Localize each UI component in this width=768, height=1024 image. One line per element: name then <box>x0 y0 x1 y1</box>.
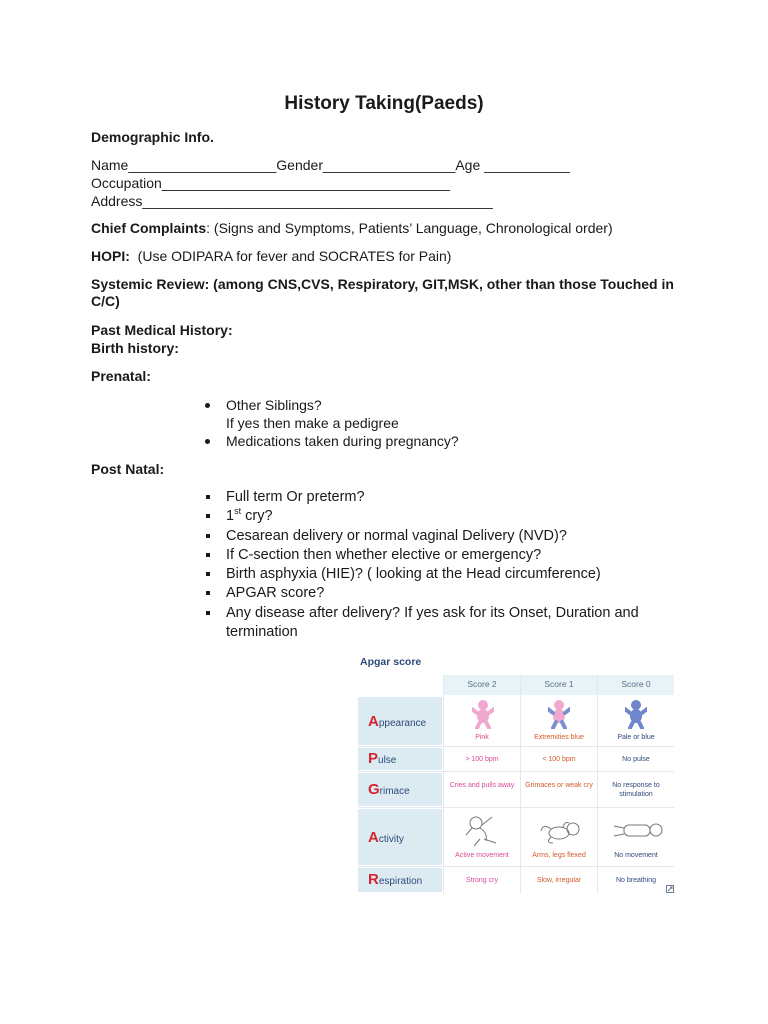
list-item-subtext: If yes then make a pedigree <box>226 415 399 431</box>
superscript: st <box>234 506 242 517</box>
apgar-cell-score0: No response to stimulation <box>612 782 660 798</box>
apgar-initial: A <box>368 829 379 846</box>
list-item <box>205 584 665 603</box>
apgar-label-rest: ulse <box>378 755 397 766</box>
post-natal-list <box>205 488 665 642</box>
page-title: History Taking(Paeds) <box>284 93 484 114</box>
baby-blue-extremities-icon <box>548 699 570 729</box>
hopi-label: HOPI: <box>91 248 130 264</box>
apgar-cell-score0: No breathing <box>615 877 657 884</box>
apgar-row-label <box>368 781 410 798</box>
chief-complaints-text: : (Signs and Symptoms, Patients’ Language, Chronological order) <box>206 220 613 236</box>
hopi <box>91 248 451 265</box>
divider <box>358 866 674 867</box>
demographic-heading: Demographic Info. <box>91 129 214 145</box>
list-item-text: Birth asphyxia (HIE)? ( looking at the Head circumference) <box>226 566 601 583</box>
list-item <box>205 432 459 450</box>
apgar-header-score0: Score 0 <box>621 679 651 689</box>
apgar-cell-score2: Strong cry <box>466 877 498 884</box>
apgar-header-score2: Score 2 <box>467 679 497 689</box>
list-item <box>205 527 665 546</box>
expand-icon[interactable] <box>666 885 674 893</box>
apgar-cell-score2: Cries and pulls away <box>449 782 515 789</box>
apgar-cell-score2: Active movement <box>455 852 509 859</box>
apgar-row-label <box>368 713 426 730</box>
apgar-cell-score0: No pulse <box>622 756 650 763</box>
divider <box>358 807 674 808</box>
apgar-label-rest: ppearance <box>378 718 427 729</box>
apgar-cell-score0: No movement <box>614 852 658 859</box>
demographic-line-address: Address_____________________________________________ <box>91 193 493 209</box>
list-item-text: Medications taken during pregnancy? <box>226 433 459 449</box>
apgar-row-label <box>368 829 404 846</box>
list-item <box>205 604 665 643</box>
apgar-row-grimace <box>358 773 674 806</box>
apgar-initial: R <box>368 871 379 888</box>
divider <box>358 746 674 747</box>
list-item <box>205 546 665 565</box>
bullet-icon <box>206 534 210 538</box>
list-item-text: cry? <box>241 508 273 525</box>
apgar-row-label <box>368 750 396 767</box>
apgar-cell-score1: Extremities blue <box>534 734 584 741</box>
list-item <box>205 396 459 432</box>
birth-history-heading: Birth history: <box>91 340 179 356</box>
apgar-initial: A <box>368 713 379 730</box>
apgar-cell-score0: Pale or blue <box>617 734 655 741</box>
prenatal-heading: Prenatal: <box>91 368 151 384</box>
divider <box>358 771 674 772</box>
baby-active-movement-icon <box>462 813 502 847</box>
systemic-review: Systemic Review: (among CNS,CVS, Respiratory, GIT,MSK, other than those Touched in C/C) <box>91 276 674 309</box>
baby-flexed-limbs-icon <box>537 817 583 845</box>
apgar-cell-score2: > 100 bpm <box>465 756 499 763</box>
list-item-text: APGAR score? <box>226 585 325 602</box>
apgar-header-score1: Score 1 <box>544 679 574 689</box>
apgar-initial: P <box>368 750 379 767</box>
list-item-text: Cesarean delivery or normal vaginal Delivery (NVD)? <box>226 527 567 544</box>
apgar-row-activity <box>358 809 674 865</box>
apgar-initial: G <box>368 781 380 798</box>
list-item <box>205 488 665 507</box>
apgar-cell-score2: Pink <box>475 734 489 741</box>
list-item-text: Other Siblings? <box>226 397 322 413</box>
prenatal-list <box>205 396 459 450</box>
chief-complaints-label: Chief Complaints <box>91 220 207 236</box>
hopi-text: (Use ODIPARA for fever and SOCRATES for Pain) <box>129 248 452 264</box>
apgar-cell-score1: < 100 bpm <box>542 756 576 763</box>
apgar-label-rest: rimace <box>379 786 410 797</box>
list-item <box>205 565 665 584</box>
baby-pale-blue-icon <box>625 699 647 729</box>
apgar-cell-score1: Slow, irregular <box>536 877 582 884</box>
baby-no-movement-icon <box>612 821 664 841</box>
apgar-cell-score1: Grimaces or weak cry <box>525 782 593 789</box>
apgar-row-pulse <box>358 748 674 770</box>
bullet-icon <box>205 439 210 444</box>
past-medical-history-heading: Past Medical History: <box>91 322 233 338</box>
list-item-text: Full term Or preterm? <box>226 489 365 505</box>
apgar-title: Apgar score <box>360 656 422 668</box>
list-item-text: 1 <box>226 508 235 525</box>
apgar-row-label <box>368 871 422 888</box>
apgar-label-rest: ctivity <box>378 834 404 845</box>
bullet-icon <box>206 591 210 595</box>
apgar-row-respiration <box>358 868 674 892</box>
bullet-icon <box>205 403 210 408</box>
demographic-line-occupation: Occupation_____________________________________ <box>91 175 450 191</box>
bullet-icon <box>206 572 210 576</box>
list-item-text: Any disease after delivery? If yes ask for its Onset, Duration and termination <box>226 604 639 641</box>
apgar-score-figure <box>358 652 676 894</box>
apgar-row-appearance <box>358 697 674 745</box>
apgar-label-rest: espiration <box>378 876 423 887</box>
bullet-icon <box>206 553 210 557</box>
bullet-icon <box>206 514 210 518</box>
apgar-header-row <box>444 675 674 695</box>
post-natal-heading: Post Natal: <box>91 461 165 477</box>
demographic-line-name: Name___________________Gender_________________Age ___________ <box>91 157 570 173</box>
list-item-text: If C-section then whether elective or emergency? <box>226 546 542 563</box>
baby-pink-icon <box>472 699 494 729</box>
bullet-icon <box>206 611 210 615</box>
bullet-icon <box>206 495 210 499</box>
list-item <box>205 507 665 526</box>
chief-complaints <box>91 220 613 237</box>
apgar-cell-score1: Arms, legs flexed <box>532 852 586 859</box>
